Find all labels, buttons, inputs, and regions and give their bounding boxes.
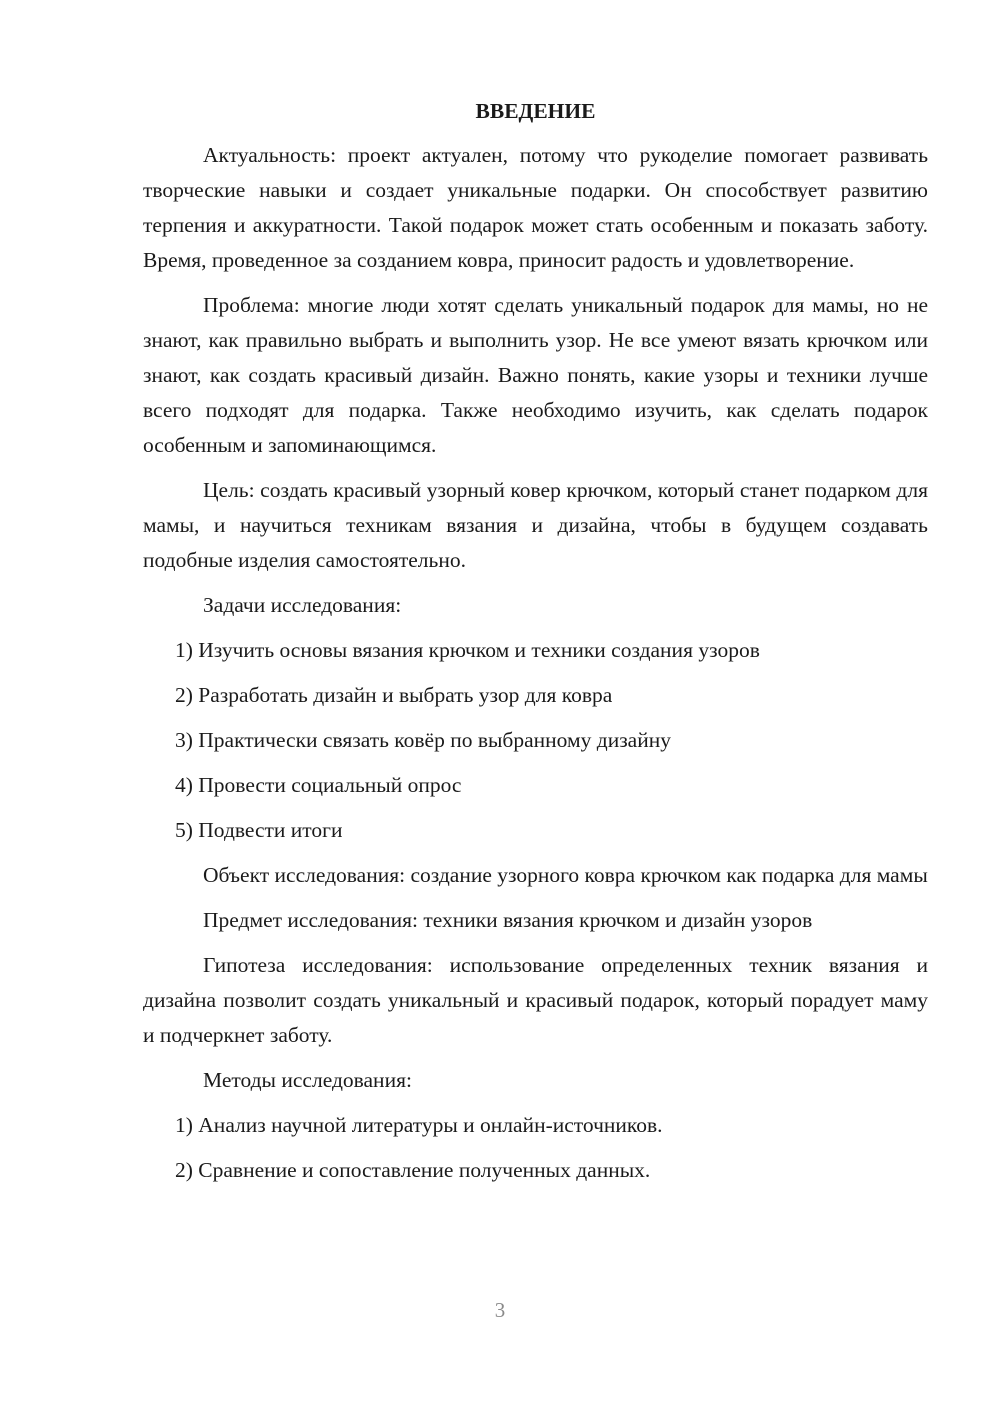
tasks-list [143,633,928,848]
problem-paragraph: Проблема: многие люди хотят сделать уникальный подарок для мамы, но не знают, как правильно выбрать и выполнить узор. Не все умеют вязать крючком или знают, как создать красивый дизайн. Важно понять, какие узоры и техники лучше всего подходят для подарка. Также необходимо изучить, как сделать подарок особенным и запоминающимся. [143,293,928,457]
object-paragraph: Объект исследования: создание узорного ковра крючком как подарка для мамы [203,863,928,887]
list-item: 1) Изучить основы вязания крючком и техники создания узоров [175,638,760,662]
page-number: 3 [494,1298,506,1322]
methods-heading: Методы исследования: [203,1068,412,1092]
document-page [143,96,928,1198]
methods-list [143,1108,928,1188]
relevance-paragraph: Актуальность: проект актуален, потому что рукоделие помогает развивать творческие навыки и создает уникальные подарки. Он способствует развитию терпения и аккуратности. Такой подарок может стать особенным и показать заботу. Время, проведенное за созданием ковра, приносит радость и удовлетворение. [143,143,928,272]
list-item: 2) Сравнение и сопоставление полученных данных. [175,1158,651,1182]
section-title: ВВЕДЕНИЕ [475,99,596,123]
subject-paragraph: Предмет исследования: техники вязания крючком и дизайн узоров [203,908,813,932]
list-item: 2) Разработать дизайн и выбрать узор для ковра [175,683,613,707]
goal-paragraph: Цель: создать красивый узорный ковер крючком, который станет подарком для мамы, и научиться техникам вязания и дизайна, чтобы в будущем создавать подобные изделия самостоятельно. [143,478,928,572]
hypothesis-paragraph: Гипотеза исследования: использование определенных техник вязания и дизайна позволит создать уникальный и красивый подарок, который порадует маму и подчеркнет заботу. [143,953,928,1047]
list-item: 1) Анализ научной литературы и онлайн-источников. [175,1113,663,1137]
list-item: 4) Провести социальный опрос [175,773,462,797]
list-item: 5) Подвести итоги [175,818,343,842]
tasks-heading: Задачи исследования: [203,593,402,617]
list-item: 3) Практически связать ковёр по выбранному дизайну [175,728,671,752]
